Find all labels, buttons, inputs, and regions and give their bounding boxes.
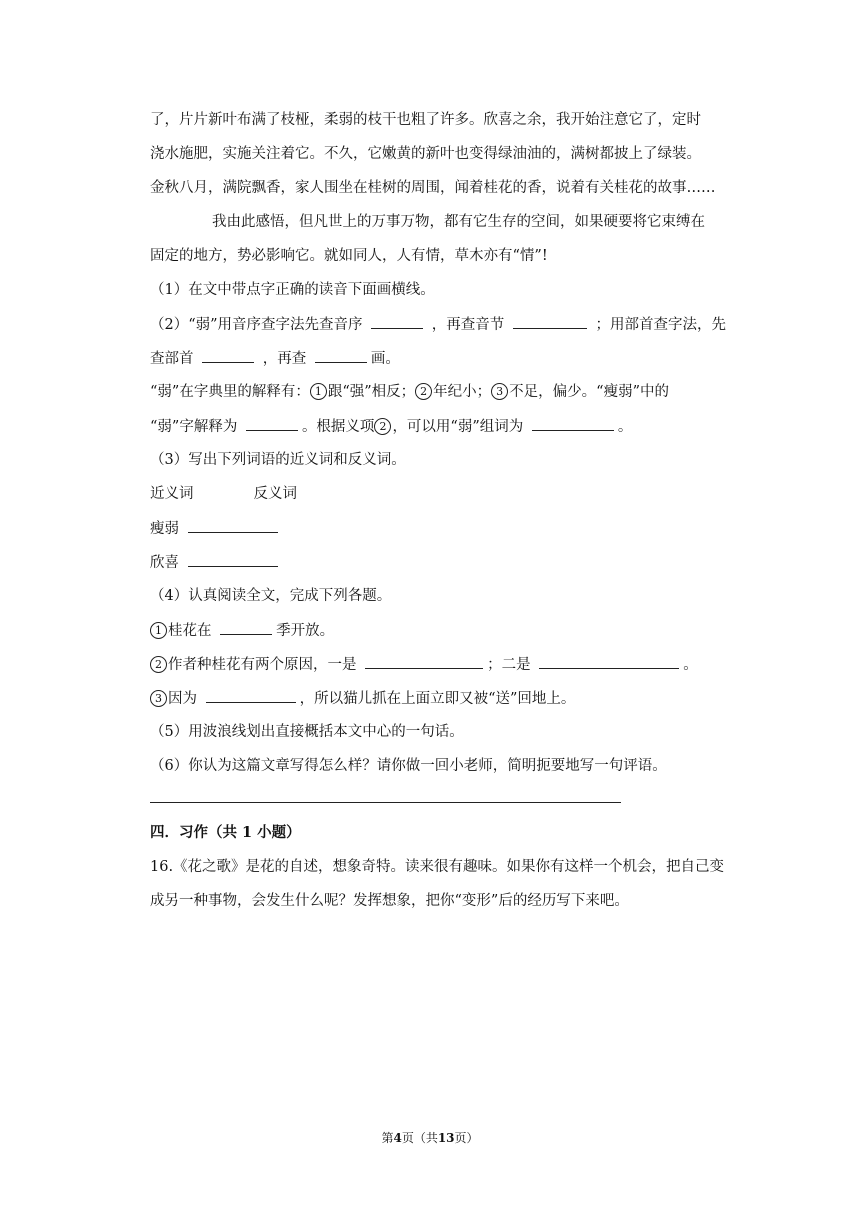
answer-blank-yinxu[interactable] (371, 314, 423, 329)
question-text: 画。 (370, 351, 400, 367)
question-text: 。根据义项 (301, 419, 375, 435)
question-2-line-2 (150, 348, 400, 369)
question-text: 查部首 (150, 351, 194, 367)
footer-text: 第 (381, 1131, 394, 1145)
answer-blank-because[interactable] (206, 688, 296, 703)
question-1: （1）在文中带点字正确的读音下面画横线。 (150, 282, 435, 298)
question-text: 年纪小； (433, 384, 492, 400)
question-text: （2）“弱”用音序查字法先查音序 (150, 317, 363, 333)
question-2-line-1 (150, 314, 726, 335)
question-3-word-1 (150, 518, 282, 539)
question-3-header (150, 484, 297, 504)
word-label: 欣喜 (150, 555, 179, 571)
question-text: ，再查 (262, 351, 307, 367)
question-text: 不足，偏少。“瘦弱”中的 (509, 384, 669, 400)
question-4: （4）认真阅读全文，完成下列各题。 (150, 588, 392, 604)
question-text: 因为 (168, 691, 197, 707)
section-heading: 四．习作（共 1 小题） (150, 824, 301, 841)
circled-number-3: 3 (491, 383, 508, 400)
question-text: ，可以用“弱”组词为 (392, 419, 524, 435)
question-text: 。 (683, 657, 698, 673)
passage-line: 金秋八月，满院飘香，家人围坐在桂树的周围，闻着桂花的香，说着有关桂花的故事…… (150, 180, 716, 196)
circled-number-2: 2 (415, 383, 432, 400)
footer-text: 页） (454, 1131, 479, 1145)
page-footer (0, 1129, 860, 1146)
question-5: （5）用波浪线划出直接概括本文中心的一句话。 (150, 724, 464, 740)
question-text: “弱”在字典里的解释有： (150, 384, 310, 400)
word-label: 瘦弱 (150, 521, 179, 537)
antonym-heading: 反义词 (253, 486, 297, 502)
circled-number-2: 2 (150, 656, 167, 673)
question-2-line-4 (150, 416, 632, 437)
question-text: ，所以猫儿抓在上面立即又被“送”回地上。 (299, 691, 576, 707)
circled-number-2: 2 (374, 418, 391, 435)
answer-blank-reason-1[interactable] (365, 654, 483, 669)
answer-blank-jieshi[interactable] (246, 416, 298, 431)
question-text: 桂花在 (168, 623, 212, 639)
question-text: 季开放。 (276, 623, 335, 639)
question-4-2 (150, 654, 698, 675)
question-3: （3）写出下列词语的近义词和反义词。 (150, 452, 406, 468)
question-text: ，再查音节 (431, 317, 505, 333)
circled-number-1: 1 (310, 383, 327, 400)
question-4-1 (150, 620, 334, 641)
answer-blank-word-1[interactable] (188, 518, 278, 533)
circled-number-1: 1 (150, 622, 167, 639)
answer-blank-season[interactable] (220, 620, 272, 635)
answer-blank-bushou[interactable] (202, 348, 254, 363)
circled-number-3: 3 (150, 690, 167, 707)
page-number: 4 (393, 1131, 402, 1145)
question-16-line-2: 成另一种事物，会发生什么呢？发挥想象，把你“变形”后的经历写下来吧。 (150, 893, 629, 909)
question-16-line-1: 16.《花之歌》是花的自述，想象奇特。读来很有趣味。如果你有这样一个机会，把自己变 (150, 859, 725, 875)
answer-blank-zuci[interactable] (532, 416, 614, 431)
passage-line: 浇水施肥，实施关注着它。不久，它嫩黄的新叶也变得绿油油的，满树都披上了绿装。 (150, 146, 701, 162)
answer-line-comment[interactable] (150, 802, 621, 803)
question-6: （6）你认为这篇文章写得怎么样？请你做一回小老师，简明扼要地写一句评语。 (150, 758, 667, 774)
answer-blank-reason-2[interactable] (539, 654, 679, 669)
question-text: “弱”字解释为 (150, 419, 238, 435)
question-text: 跟“强”相反； (327, 384, 416, 400)
answer-blank-bihua[interactable] (315, 348, 367, 363)
question-2-line-3 (150, 382, 669, 402)
passage-line: 我由此感悟，但凡世上的万事万物，都有它生存的空间，如果硬要将它束缚在 (212, 214, 705, 230)
question-text: ；用部首查字法，先 (595, 317, 726, 333)
answer-blank-yinjie[interactable] (513, 314, 587, 329)
question-4-3 (150, 688, 575, 709)
footer-text: 页（共 (401, 1131, 438, 1145)
synonym-heading: 近义词 (150, 486, 194, 502)
passage-line: 固定的地方，势必影响它。就如同人，人有情，草木亦有“情”! (150, 248, 548, 264)
answer-blank-word-2[interactable] (188, 552, 278, 567)
question-text: ；二是 (487, 657, 531, 673)
passage-line: 了，片片新叶布满了枝桠，柔弱的枝干也粗了许多。欣喜之余，我开始注意它了，定时 (150, 112, 701, 128)
question-text: 作者种桂花有两个原因，一是 (168, 657, 357, 673)
question-text: 。 (617, 419, 633, 435)
total-pages: 13 (437, 1131, 455, 1145)
question-3-word-2 (150, 552, 282, 573)
